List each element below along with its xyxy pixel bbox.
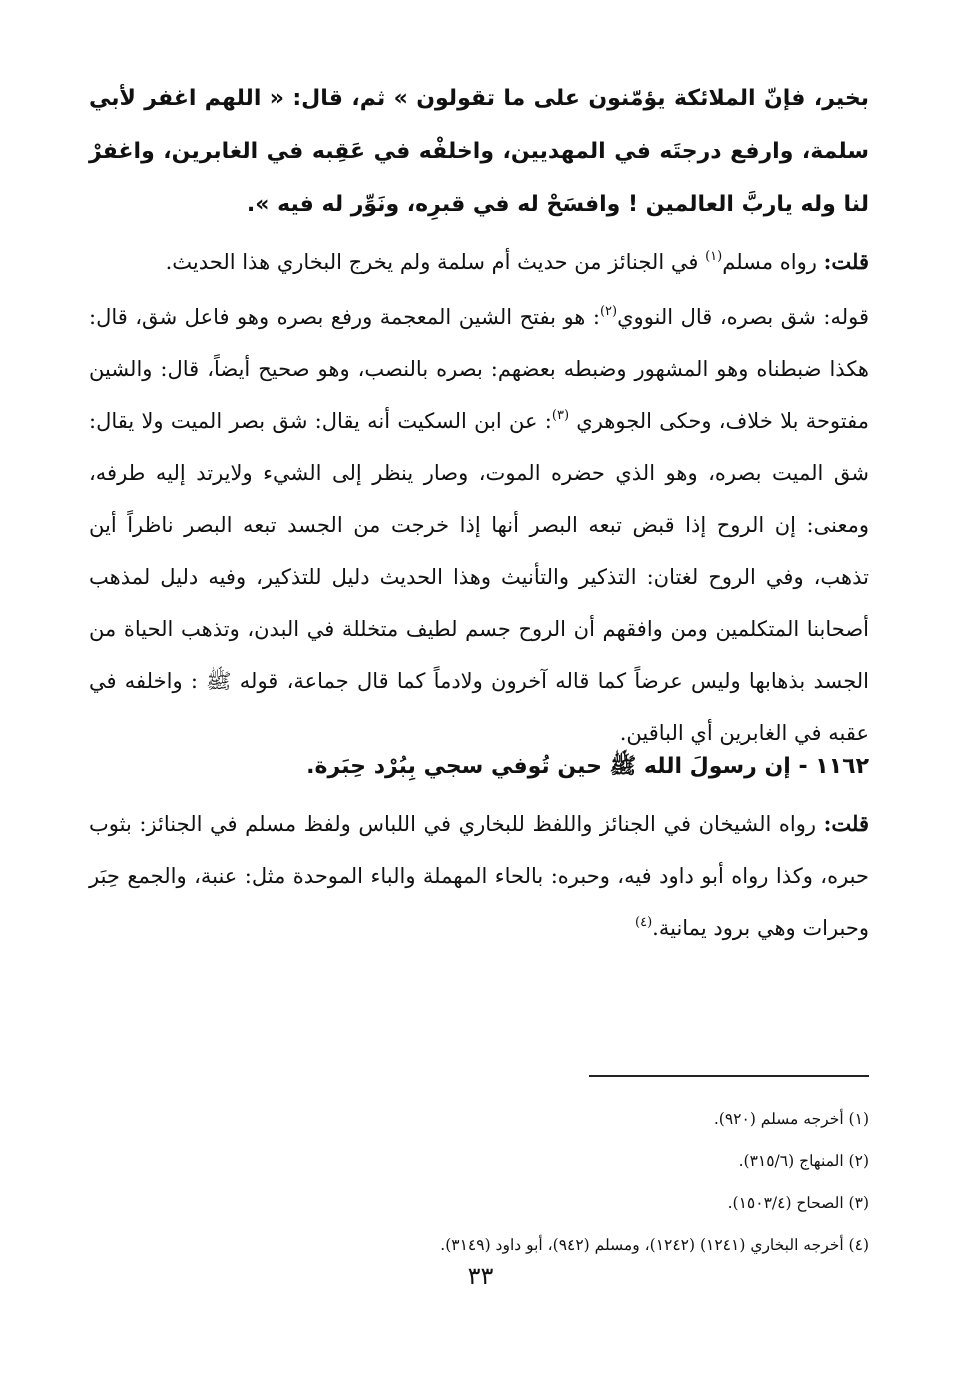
hadith-heading: ١١٦٢ - إن رسولَ الله ﷺ حين تُوفي سجي بِبُرْد حِبَرة. [306, 754, 869, 779]
commentary-paragraph-3 [89, 798, 869, 954]
footnote-3: (٣) الصحاح (١٥٠٣/٤). [727, 1194, 869, 1212]
commentary-paragraph-2 [89, 291, 869, 759]
footnote-ref-2[interactable]: (٢) [599, 304, 618, 319]
qult-label: قلت: [823, 811, 869, 836]
footnote-separator [589, 1075, 869, 1077]
footnote-ref-3[interactable]: (٣) [551, 408, 570, 423]
paragraph-text: رواه الشيخان في الجنائز واللفظ للبخاري في اللباس ولفظ مسلم في الجنائز: بثوب حبره، وكذا رواه أبو داود فيه، وحبره: بالحاء المهملة والباء الموحدة مثل: عنبة، والجمع حِبَر وحبرات وهي برود يمانية. [89, 812, 869, 940]
paragraph-text: رواه مسلم [722, 250, 817, 274]
hadith-continuation: بخير، فإنّ الملائكة يؤمّنون على ما تقولون » ثم، قال: « اللهم اغفر لأبي سلمة، وارفع درجتَه في المهديين، واخلفْه في عَقِبه في الغابرين، واغفرْ لنا وله ياربَّ العالمين ! وافسَحْ له في قبرِه، ونَوِّر له فيه ». [89, 86, 869, 217]
qult-label: قلت: [823, 249, 869, 274]
footnote-ref-4[interactable]: (٤) [635, 915, 653, 930]
commentary-paragraph-1 [89, 236, 869, 288]
paragraph-text: : عن ابن السكيت أنه يقال: شق بصر الميت ولا يقال: شق الميت بصره، وهو الذي حضره الموت، وصار ينظر إلى الشيء ولايرتد إليه طرفه، ومعنى: إن الروح إذا قبض تبعه البصر أنها إذا خرجت من الجسد تبعه البصر ناظراً أين تذهب، وفي الروح لغتان: التذكير والتأنيث وهذا الحديث دليل للتذكير، وفيه دليل لمذهب أصحابنا المتكلمين ومن وافقهم أن الروح جسم لطيف متخللة في البدن، وتذهب الحياة من الجسد بذهابها وليس عرضاً كما قاله آخرون ولادماً كما قال جماعة، قوله ﷺ : واخلفه في عقبه في الغابرين أي الباقين. [89, 409, 869, 745]
footnote-4: (٤) أخرجه البخاري (١٢٤١) (١٢٤٢)، ومسلم (٩٤٢)، أبو داود (٣١٤٩). [440, 1236, 869, 1254]
footnote-2: (٢) المنهاج (٣١٥/٦). [738, 1152, 869, 1170]
footnote-1: (١) أخرجه مسلم (٩٢٠). [713, 1110, 869, 1128]
paragraph-text: : هو بفتح الشين المعجمة ورفع بصره وهو فاعل شق، قال: هكذا ضبطناه وهو المشهور وضبطه بعضهم: بصره بالنصب، وهو صحيح أيضاً، قال: والشين مفتوحة بلا خلاف، وحكى الجوهري [89, 305, 869, 433]
paragraph-text: قوله: شق بصره، قال النووي [617, 305, 869, 329]
footnote-ref-1[interactable]: (١) [705, 249, 723, 264]
footnotes-section [89, 1098, 869, 1266]
paragraph-text: في الجنائز من حديث أم سلمة ولم يخرج البخاري هذا الحديث. [165, 250, 699, 274]
page-number: ٣٣ [467, 1262, 494, 1290]
